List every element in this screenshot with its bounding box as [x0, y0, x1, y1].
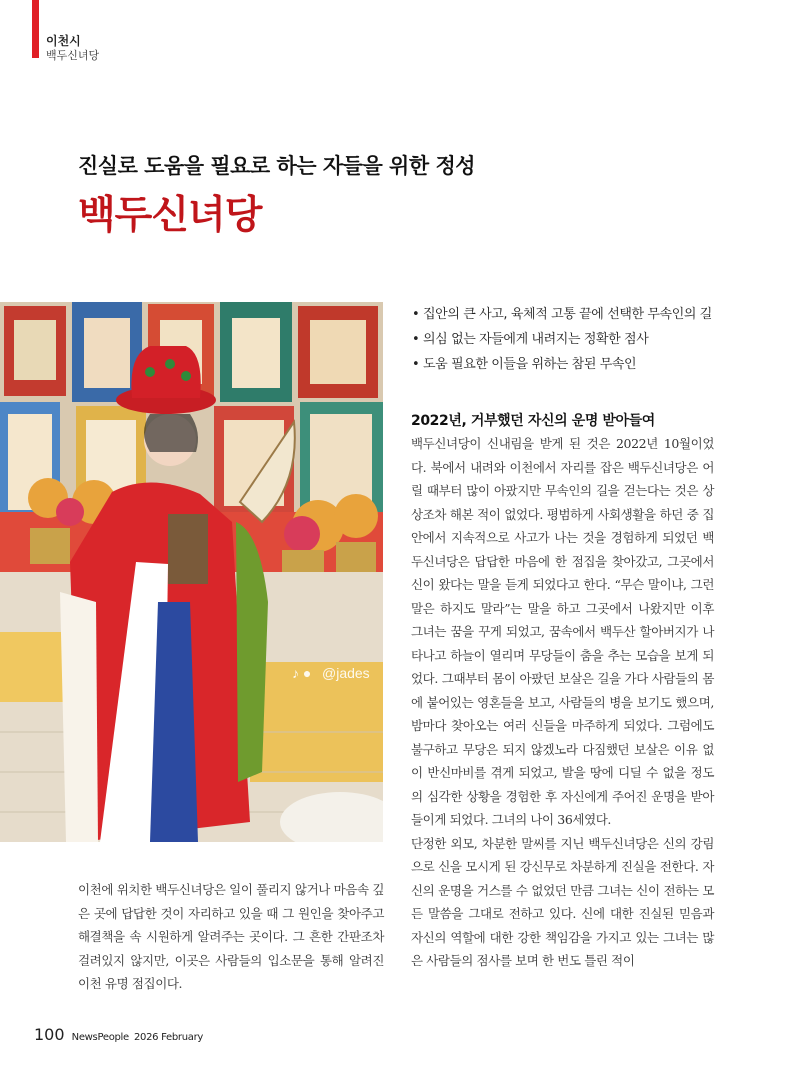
summary-item: • 의심 없는 자들에게 내려지는 정확한 점사: [412, 327, 742, 352]
summary-item: • 도움 필요한 이들을 위하는 참된 무속인: [412, 352, 742, 377]
body-paragraph: 단정한 외모, 차분한 말씨를 지닌 백두신녀당은 신의 강림으로 신을 모시게 된 강신무로 차분하게 진실을 전한다. 자신의 운명을 거스를 수 없었던 만큼 그녀는 신이 전하는 모든 말씀을 그대로 전하고 있다. 신에 대한 진실된 믿음과 자신의 역할에 대한 강한 책임감을 가지고 있는 그녀는 많은 사람들의 점사를 보며 한 번도 틀린 적이: [411, 835, 714, 968]
section-name: 백두신녀당: [46, 49, 100, 62]
article-title: 백두신녀당: [78, 192, 262, 238]
article-photo: [0, 302, 383, 842]
page-footer: [34, 1025, 203, 1044]
body-paragraph: 백두신녀당이 신내림을 받게 된 것은 2022년 10월이었다. 북에서 내려와 이천에서 자리를 잡은 백두신녀당은 어릴 때부터 많이 아팠지만 무속인의 길을 걷는다는 것은 상상조차 해본 적이 없었다. 평범하게 사회생활을 하던 중 집안에서 지속적으로 사고가 나는 것을 경험하게 되었던 백두신녀당은 답답한 마음에 한 점집을 찾아갔고, 그곳에서 신이 왔다는 말을 듣게 되었다고 한다. “무슨 말이냐, 그런 말은 하지도 말라”는 말을 하고 그곳에서 나왔지만 이후 그녀는 꿈을 꾸게 되었고, 꿈속에서 백두산 할아버지가 나타나고 하늘이 열리며 무당들이 춤을 추는 모습을 보게 되었다. 그때부터 몸이 아팠던 보살은 길을 가다 사람들의 몸에 붙어있는 영혼들을 보고, 사람들의 병을 보기도 했으며, 밤마다 찾아오는 여러 신들을 마주하게 되었다. 그럼에도 불구하고 무당은 되지 않겠노라 다짐했던 보살은 이유 없이 반신마비를 겪게 되었고, 발을 땅에 디딜 수 없을 정도의 심각한 상황을 경험한 후 자신에게 주어진 운명을 받아들이게 되었다. 그녀의 나이 36세였다.: [411, 436, 714, 827]
svg-text:♪ ●: ♪ ●: [292, 665, 312, 681]
section-heading: 2022년, 거부했던 자신의 운명 받아들여: [411, 413, 655, 429]
article-summary-list: [412, 302, 742, 377]
section-accent-bar: [32, 0, 39, 58]
article-body-right: [411, 432, 714, 973]
article-subtitle: 진실로 도움을 필요로 하는 자들을 위한 정성: [78, 154, 476, 178]
photo-watermark: @jades: [322, 665, 370, 681]
page-number: 100: [34, 1025, 65, 1044]
section-city: 이천시: [46, 34, 81, 48]
article-lead-paragraph: 이천에 위치한 백두신녀당은 일이 풀리지 않거나 마음속 깊은 곳에 답답한 것이 자리하고 있을 때 그 원인을 찾아주고 해결책을 속 시원하게 알려주는 곳이다. 그 흔한 간판조차 걸려있지 않지만, 이곳은 사람들의 입소문을 통해 알려진 이천 유명 점집이다.: [78, 882, 384, 991]
issue-date: 2026 February: [133, 1032, 204, 1043]
publication-name: NewsPeople: [71, 1032, 129, 1043]
section-tag: [46, 34, 99, 63]
summary-item: • 집안의 큰 사고, 육체적 고통 끝에 선택한 무속인의 길: [412, 302, 742, 327]
